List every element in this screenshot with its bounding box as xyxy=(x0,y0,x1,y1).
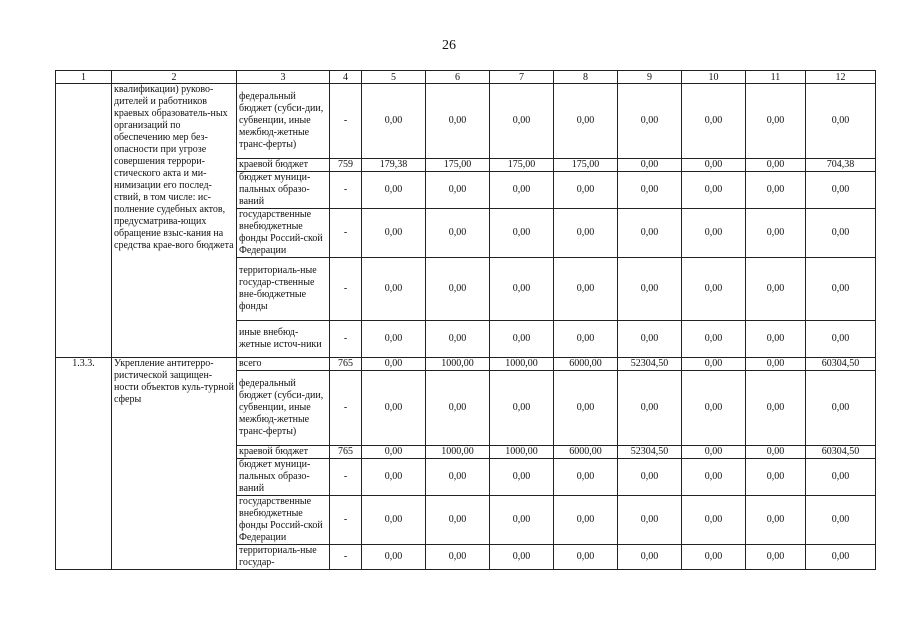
cell-col11: 0,00 xyxy=(746,172,806,209)
header-cell: 8 xyxy=(554,71,618,84)
cell-col12: 0,00 xyxy=(806,84,876,159)
item-description: Укрепление антитерро-ристической защищен-ности объектов куль-турной сферы xyxy=(112,358,237,570)
cell-col12: 0,00 xyxy=(806,321,876,358)
cell-col10: 0,00 xyxy=(682,84,746,159)
cell-col4: - xyxy=(330,371,362,446)
funding-source: федеральный бюджет (субси-дии, субвенции, иные межбюд-жетные транс-ферты) xyxy=(237,84,330,159)
cell-col7: 0,00 xyxy=(490,172,554,209)
cell-col10: 0,00 xyxy=(682,358,746,371)
cell-col10: 0,00 xyxy=(682,496,746,545)
cell-col5: 0,00 xyxy=(362,209,426,258)
cell-col5: 0,00 xyxy=(362,321,426,358)
cell-col11: 0,00 xyxy=(746,258,806,321)
cell-col12: 0,00 xyxy=(806,545,876,570)
cell-col10: 0,00 xyxy=(682,545,746,570)
cell-col4: - xyxy=(330,84,362,159)
cell-col6: 0,00 xyxy=(426,321,490,358)
cell-col8: 0,00 xyxy=(554,321,618,358)
cell-col9: 0,00 xyxy=(618,321,682,358)
funding-source: бюджет муници-пальных образо-ваний xyxy=(237,172,330,209)
cell-col6: 1000,00 xyxy=(426,446,490,459)
cell-col6: 1000,00 xyxy=(426,358,490,371)
cell-col6: 0,00 xyxy=(426,172,490,209)
funding-source: государственные внебюджетные фонды Россий-ской Федерации xyxy=(237,209,330,258)
funding-source: территориаль-ные государ-ственные вне-бюджетные фонды xyxy=(237,258,330,321)
cell-col12: 60304,50 xyxy=(806,358,876,371)
header-cell: 2 xyxy=(112,71,237,84)
funding-source: иные внебюд-жетные источ-ники xyxy=(237,321,330,358)
funding-source: краевой бюджет xyxy=(237,159,330,172)
cell-col6: 0,00 xyxy=(426,84,490,159)
cell-col7: 0,00 xyxy=(490,321,554,358)
cell-col11: 0,00 xyxy=(746,209,806,258)
cell-col11: 0,00 xyxy=(746,371,806,446)
cell-col9: 0,00 xyxy=(618,459,682,496)
cell-col7: 0,00 xyxy=(490,258,554,321)
cell-col7: 1000,00 xyxy=(490,358,554,371)
cell-col11: 0,00 xyxy=(746,84,806,159)
funding-source: территориаль-ные государ- xyxy=(237,545,330,570)
funding-source: краевой бюджет xyxy=(237,446,330,459)
cell-col10: 0,00 xyxy=(682,446,746,459)
header-cell: 4 xyxy=(330,71,362,84)
cell-col6: 0,00 xyxy=(426,545,490,570)
cell-col12: 0,00 xyxy=(806,209,876,258)
cell-col9: 52304,50 xyxy=(618,446,682,459)
cell-col5: 0,00 xyxy=(362,446,426,459)
cell-col5: 0,00 xyxy=(362,258,426,321)
cell-col12: 0,00 xyxy=(806,172,876,209)
cell-col9: 0,00 xyxy=(618,159,682,172)
header-row xyxy=(56,71,876,84)
cell-col11: 0,00 xyxy=(746,159,806,172)
cell-col8: 0,00 xyxy=(554,258,618,321)
cell-col11: 0,00 xyxy=(746,321,806,358)
header-cell: 10 xyxy=(682,71,746,84)
cell-col4: - xyxy=(330,258,362,321)
cell-col12: 0,00 xyxy=(806,459,876,496)
cell-col4: 765 xyxy=(330,446,362,459)
cell-col11: 0,00 xyxy=(746,459,806,496)
cell-col9: 0,00 xyxy=(618,545,682,570)
table-row xyxy=(56,358,876,371)
cell-col8: 6000,00 xyxy=(554,446,618,459)
cell-col5: 0,00 xyxy=(362,84,426,159)
cell-col10: 0,00 xyxy=(682,459,746,496)
cell-col8: 6000,00 xyxy=(554,358,618,371)
cell-col8: 0,00 xyxy=(554,172,618,209)
cell-col7: 0,00 xyxy=(490,371,554,446)
cell-col8: 0,00 xyxy=(554,545,618,570)
cell-col12: 704,38 xyxy=(806,159,876,172)
funding-source: всего xyxy=(237,358,330,371)
cell-col6: 175,00 xyxy=(426,159,490,172)
header-cell: 11 xyxy=(746,71,806,84)
cell-col6: 0,00 xyxy=(426,371,490,446)
cell-col10: 0,00 xyxy=(682,258,746,321)
cell-col5: 0,00 xyxy=(362,172,426,209)
cell-col5: 0,00 xyxy=(362,545,426,570)
cell-col7: 1000,00 xyxy=(490,446,554,459)
cell-col5: 0,00 xyxy=(362,496,426,545)
cell-col11: 0,00 xyxy=(746,545,806,570)
item-description: квалификации) руково-дителей и работников краевых образователь-ных организаций по обеспечению мер без-опасности при угрозе совершения террори-стического акта и ми-нимизации его послед-ствий, в том числе: ис-полнение судебных актов, предусматрива-ющих обращение взыс-кания на средства крае-вого бюджета xyxy=(112,84,237,358)
cell-col10: 0,00 xyxy=(682,172,746,209)
cell-col5: 0,00 xyxy=(362,358,426,371)
cell-col5: 179,38 xyxy=(362,159,426,172)
cell-col9: 0,00 xyxy=(618,496,682,545)
page-number: 26 xyxy=(442,38,456,53)
cell-col8: 0,00 xyxy=(554,496,618,545)
cell-col5: 0,00 xyxy=(362,459,426,496)
cell-col6: 0,00 xyxy=(426,496,490,545)
cell-col9: 52304,50 xyxy=(618,358,682,371)
cell-col9: 0,00 xyxy=(618,209,682,258)
cell-col7: 0,00 xyxy=(490,84,554,159)
cell-col7: 0,00 xyxy=(490,209,554,258)
table-row xyxy=(56,84,876,159)
header-cell: 6 xyxy=(426,71,490,84)
cell-col7: 0,00 xyxy=(490,496,554,545)
cell-col9: 0,00 xyxy=(618,258,682,321)
cell-col8: 175,00 xyxy=(554,159,618,172)
cell-col4: - xyxy=(330,321,362,358)
cell-col4: - xyxy=(330,459,362,496)
cell-col6: 0,00 xyxy=(426,209,490,258)
cell-col4: 765 xyxy=(330,358,362,371)
cell-col12: 0,00 xyxy=(806,258,876,321)
item-code: 1.3.3. xyxy=(56,358,112,570)
cell-col9: 0,00 xyxy=(618,371,682,446)
cell-col11: 0,00 xyxy=(746,446,806,459)
cell-col6: 0,00 xyxy=(426,459,490,496)
cell-col4: - xyxy=(330,545,362,570)
cell-col8: 0,00 xyxy=(554,371,618,446)
header-cell: 1 xyxy=(56,71,112,84)
header-cell: 9 xyxy=(618,71,682,84)
header-cell: 12 xyxy=(806,71,876,84)
cell-col12: 60304,50 xyxy=(806,446,876,459)
item-code xyxy=(56,84,112,358)
funding-source: государственные внебюджетные фонды Россий-ской Федерации xyxy=(237,496,330,545)
header-cell: 3 xyxy=(237,71,330,84)
budget-table xyxy=(55,70,876,570)
cell-col9: 0,00 xyxy=(618,84,682,159)
cell-col9: 0,00 xyxy=(618,172,682,209)
cell-col8: 0,00 xyxy=(554,84,618,159)
cell-col12: 0,00 xyxy=(806,496,876,545)
cell-col7: 0,00 xyxy=(490,545,554,570)
cell-col10: 0,00 xyxy=(682,321,746,358)
cell-col4: - xyxy=(330,172,362,209)
cell-col4: - xyxy=(330,209,362,258)
cell-col7: 0,00 xyxy=(490,459,554,496)
cell-col4: - xyxy=(330,496,362,545)
cell-col12: 0,00 xyxy=(806,371,876,446)
cell-col5: 0,00 xyxy=(362,371,426,446)
cell-col10: 0,00 xyxy=(682,371,746,446)
cell-col10: 0,00 xyxy=(682,159,746,172)
funding-source: федеральный бюджет (субси-дии, субвенции, иные межбюд-жетные транс-ферты) xyxy=(237,371,330,446)
header-cell: 7 xyxy=(490,71,554,84)
cell-col8: 0,00 xyxy=(554,459,618,496)
header-cell: 5 xyxy=(362,71,426,84)
cell-col4: 759 xyxy=(330,159,362,172)
cell-col11: 0,00 xyxy=(746,358,806,371)
cell-col11: 0,00 xyxy=(746,496,806,545)
funding-source: бюджет муници-пальных образо-ваний xyxy=(237,459,330,496)
cell-col6: 0,00 xyxy=(426,258,490,321)
cell-col8: 0,00 xyxy=(554,209,618,258)
cell-col10: 0,00 xyxy=(682,209,746,258)
cell-col7: 175,00 xyxy=(490,159,554,172)
